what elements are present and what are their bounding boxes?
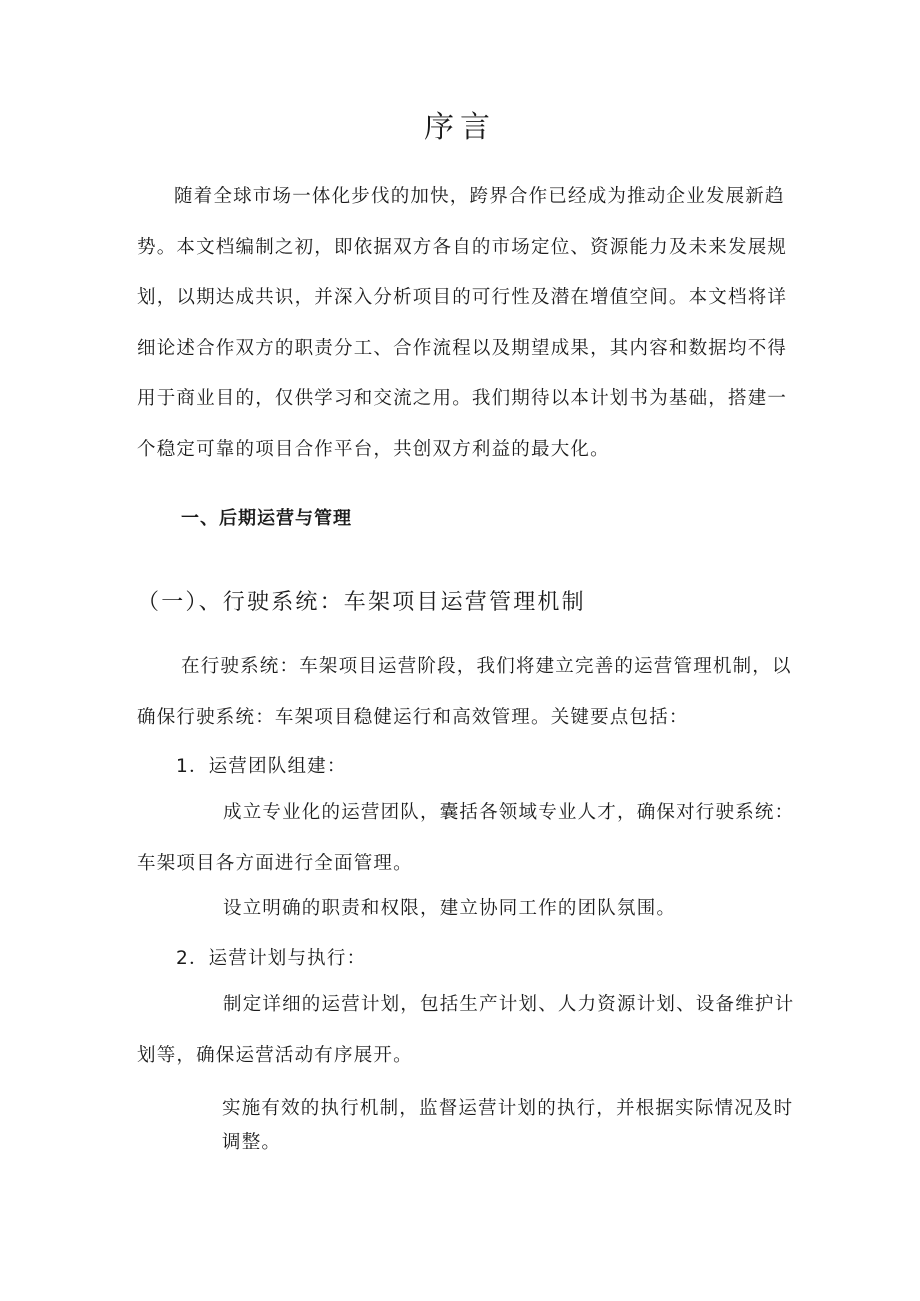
intro-paragraph: 在行驶系统：车架项目运营阶段，我们将建立完善的运营管理机制，以确保行驶系统：车架项目稳健运行和高效管理。关键要点包括： xyxy=(137,656,792,728)
subsection-heading: （一）、行驶系统：车架项目运营管理机制 xyxy=(137,590,586,615)
list-item-detail: 实施有效的执行机制，监督运营计划的执行，并根据实际情况及时调整。 xyxy=(222,1098,794,1153)
list-item-label: 1．运营团队组建： xyxy=(176,756,347,777)
list-item-detail: 设立明确的职责和权限，建立协同工作的团队氛围。 xyxy=(223,898,677,919)
list-item-detail: 成立专业化的运营团队，囊括各领域专业人才，确保对行驶系统：车架项目各方面进行全面管理。 xyxy=(137,802,795,874)
preface-paragraph: 随着全球市场一体化步伐的加快，跨界合作已经成为推动企业发展新趋势。本文档编制之初，即依据双方各自的市场定位、资源能力及未来发展规划，以期达成共识，并深入分析项目的可行性及潜在增值空间。本文档将详细论述合作双方的职责分工、合作流程以及期望成果，其内容和数据均不得用于商业目的，仅供学习和交流之用。我们期待以本计划书为基础，搭建一个稳定可靠的项目合作平台，共创双方利益的最大化。 xyxy=(137,186,788,460)
list-item-detail: 制定详细的运营计划，包括生产计划、人力资源计划、设备维护计划等，确保运营活动有序展开。 xyxy=(137,994,795,1066)
document-title: 序言 xyxy=(424,110,496,145)
section-heading: 一、后期运营与管理 xyxy=(181,508,352,529)
list-item-label: 2．运营计划与执行： xyxy=(176,948,367,969)
